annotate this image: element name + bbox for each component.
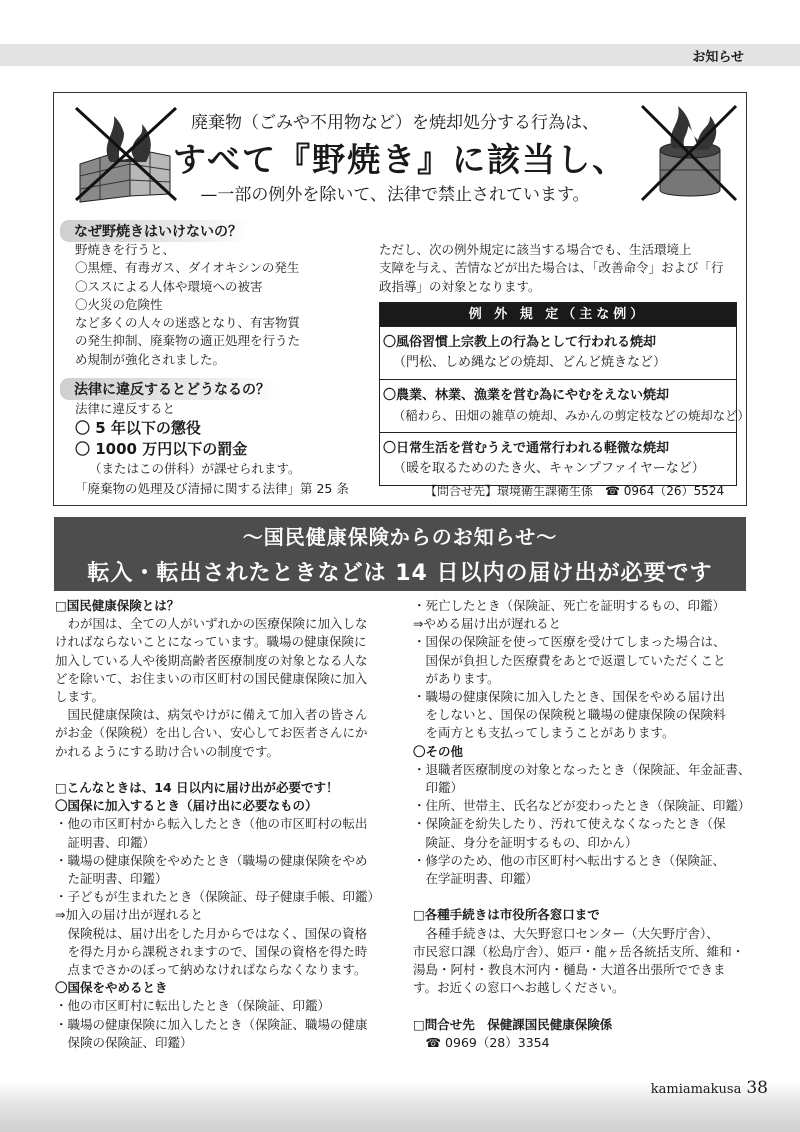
question-why-heading: なぜ野焼きはいけないの？ [60, 220, 250, 242]
text-line: ・他の市区町村に転出したとき（保険証、印鑑） [55, 998, 331, 1014]
text-line: があります。 [413, 670, 500, 686]
exception-row: 〇日常生活を営むうえで通常行われる軽微な焼却 （暖を取るためのたき火、キャンプファイヤーなど） [380, 432, 736, 485]
text-line: 〇国保をやめるとき [55, 980, 168, 996]
text-line [55, 761, 380, 779]
text-line: がお金（保険税）を出し合い、安心してお医者さんにか [55, 725, 368, 741]
text-line: 加入している人や後期高齢者医療制度の対象となる人な [55, 652, 368, 668]
text-line: ・子どもが生まれたとき（保険証、母子健康手帳、印鑑） [55, 889, 381, 905]
text-line: ・退職者医療制度の対象となったとき（保険証、年金証書、 [413, 761, 751, 777]
text-line: かれるようにする助け合いの制度です。 [55, 743, 280, 759]
magazine-name: kamiamakusa [650, 1082, 742, 1097]
text-line: わが国は、全ての人がいずれかの医療保険に加入しな [55, 616, 368, 632]
headline-line-1: 廃棄物（ごみや不用物など）を焼却処分する行為は、 [191, 113, 599, 133]
nhi-right-column [413, 597, 751, 1052]
nhi-banner-title: 〜国民健康保険からのお知らせ〜 [242, 525, 558, 549]
headline-main: すべて『野焼き』に該当し、 [172, 140, 628, 179]
text-line: ☎ 0969（28）3354 [413, 1034, 550, 1050]
law-reference: 「廃棄物の処理及び清掃に関する法律」第 25 条 [75, 480, 349, 496]
text-line: □国民健康保険とは？ [55, 598, 180, 613]
text-line: ・修学のため、他の市区町村へ転出するとき（保険証、 [413, 852, 726, 868]
exception-row: 〇農業、林業、漁業を営む為にやむをえない焼却 （稲わら、田畑の雑草の焼却、みかんの剪定枝などの焼却など） [380, 379, 736, 432]
text-line: 市民窓口課（松島庁舎）、姫戸・龍ヶ岳各統括支所、維和・ [413, 943, 745, 959]
penalty-prison: 〇 5 年以下の懲役 [75, 419, 201, 438]
text-line: します。 [55, 689, 105, 705]
text-line: □問合せ先 保健課国民健康保険係 [413, 1016, 613, 1032]
nhi-banner-subtitle: 転入・転出されたときなどは 14 日以内の届け出が必要です [87, 561, 713, 586]
text-line: をしないと、国保の保険税と職場の健康保険の保険料 [413, 707, 726, 723]
text-line: ・国保の保険証を使って医療を受けてしまった場合は、 [413, 634, 726, 650]
text-line: を得た月から課税されますので、国保の資格を得た時 [55, 943, 368, 959]
text-line: 〇その他 [413, 743, 464, 759]
text-line: ・保険証を紛失したり、汚れて使えなくなったとき（保 [413, 816, 726, 832]
text-line: 国民健康保険は、病気やけがに備えて加入者の皆さん [55, 707, 368, 723]
page-footer [651, 1078, 768, 1098]
text-line: 印鑑） [413, 780, 464, 796]
text-line: ⇒加入の届け出が遅れると [55, 907, 203, 923]
exception-row: 〇風俗習慣上宗教上の行為として行われる焼却 （門松、しめ縄などの焼却、どんど焼きなど） [380, 326, 736, 379]
text-line: ⇒やめる届け出が遅れると [413, 616, 561, 632]
text-line: 険証、身分を証明するもの、印かん） [413, 834, 638, 850]
text-line: ・他の市区町村から転入したとき（他の市区町村の転出 [55, 816, 368, 832]
text-line: ければならないことになっています。職場の健康保険に [55, 634, 367, 650]
section-header-bar [0, 44, 800, 66]
text-line: 各種手続きは、大矢野窓口センター（大矢野庁舎）、 [413, 925, 719, 941]
text-line: ・職場の健康保険をやめたとき（職場の健康保険をやめ [55, 852, 368, 868]
text-line [413, 888, 751, 906]
text-line: ・死亡したとき（保険証、死亡を証明するもの、印鑑） [413, 598, 726, 613]
text-line: どを除いて、お住まいの市区町村の国民健康保険に加入 [55, 670, 368, 686]
text-line [413, 997, 751, 1015]
penalty-block: 法律に違反すると 〇 5 年以下の懲役 〇 1000 万円以下の罰金 （またはこの併科）が課せられます。 「廃棄物の処理及び清掃に関する法律」第 25 条 [75, 400, 349, 498]
why-explanation: 野焼きを行うと、 〇黒煙、有毒ガス、ダイオキシンの発生 〇ススによる人体や環境への被害 〇火災の危険性 など多くの人々の迷惑となり、有害物質 の発生抑制、廃棄物の適正処理を行うた め規制が強化されました。 [75, 242, 301, 367]
burning-contact: 【問合せ先】環境衛生課衛生係 ☎ 0964（26）5524 [425, 484, 725, 498]
text-line: □こんなときは、14 日以内に届け出が必要です！ [55, 780, 339, 796]
nhi-left-column [55, 597, 380, 1052]
exceptions-table-header: 例 外 規 定（主な例） [380, 303, 736, 326]
text-line: を両方とも支払ってしまうことがあります。 [413, 725, 675, 741]
exceptions-table [379, 302, 750, 486]
text-line: ・職場の健康保険に加入したとき、国保をやめる届け出 [413, 689, 726, 705]
text-line: 保険の保険証、印鑑） [55, 1034, 193, 1050]
headline-line-3: — 一部の例外を除いて、法律で禁止されています。 [0, 180, 795, 205]
however-paragraph: ただし、次の例外規定に該当する場合でも、生活環境上 支障を与え、苦情などが出た場合は、「改善命令」および「行 政指導」の対象となります。 [379, 242, 724, 294]
text-line: 保険税は、届け出をした月からではなく、国保の資格 [55, 925, 368, 941]
text-line: 〇国保に加入するとき（届け出に必要なもの） [55, 798, 318, 814]
text-line: ・住所、世帯主、氏名などが変わったとき（保険証、印鑑） [413, 798, 751, 814]
text-line: 在学証明書、印鑑） [413, 871, 539, 887]
section-title: お知らせ [692, 50, 744, 65]
text-line: □各種手続きは市役所各窓口まで [413, 907, 600, 923]
text-line: 国保が負担した医療費をあとで返還していただくこと [413, 652, 726, 668]
page-number: 38 [746, 1078, 768, 1098]
text-line: す。お近くの窓口へお越しください。 [413, 980, 625, 996]
text-line: 湯島・阿村・教良木河内・樋島・大道各出張所でできま [413, 962, 726, 978]
text-line: た証明書、印鑑） [55, 871, 168, 887]
nhi-banner [54, 517, 746, 591]
question-violation-heading: 法律に違反するとどうなるの？ [60, 378, 278, 400]
text-line: ・職場の健康保険に加入したとき（保険証、職場の健康 [55, 1016, 368, 1032]
text-line: 証明書、印鑑） [55, 834, 156, 850]
penalty-fine: 〇 1000 万円以下の罰金 [75, 440, 248, 459]
text-line: 点までさかのぼって納めなければならなくなります。 [55, 962, 367, 978]
